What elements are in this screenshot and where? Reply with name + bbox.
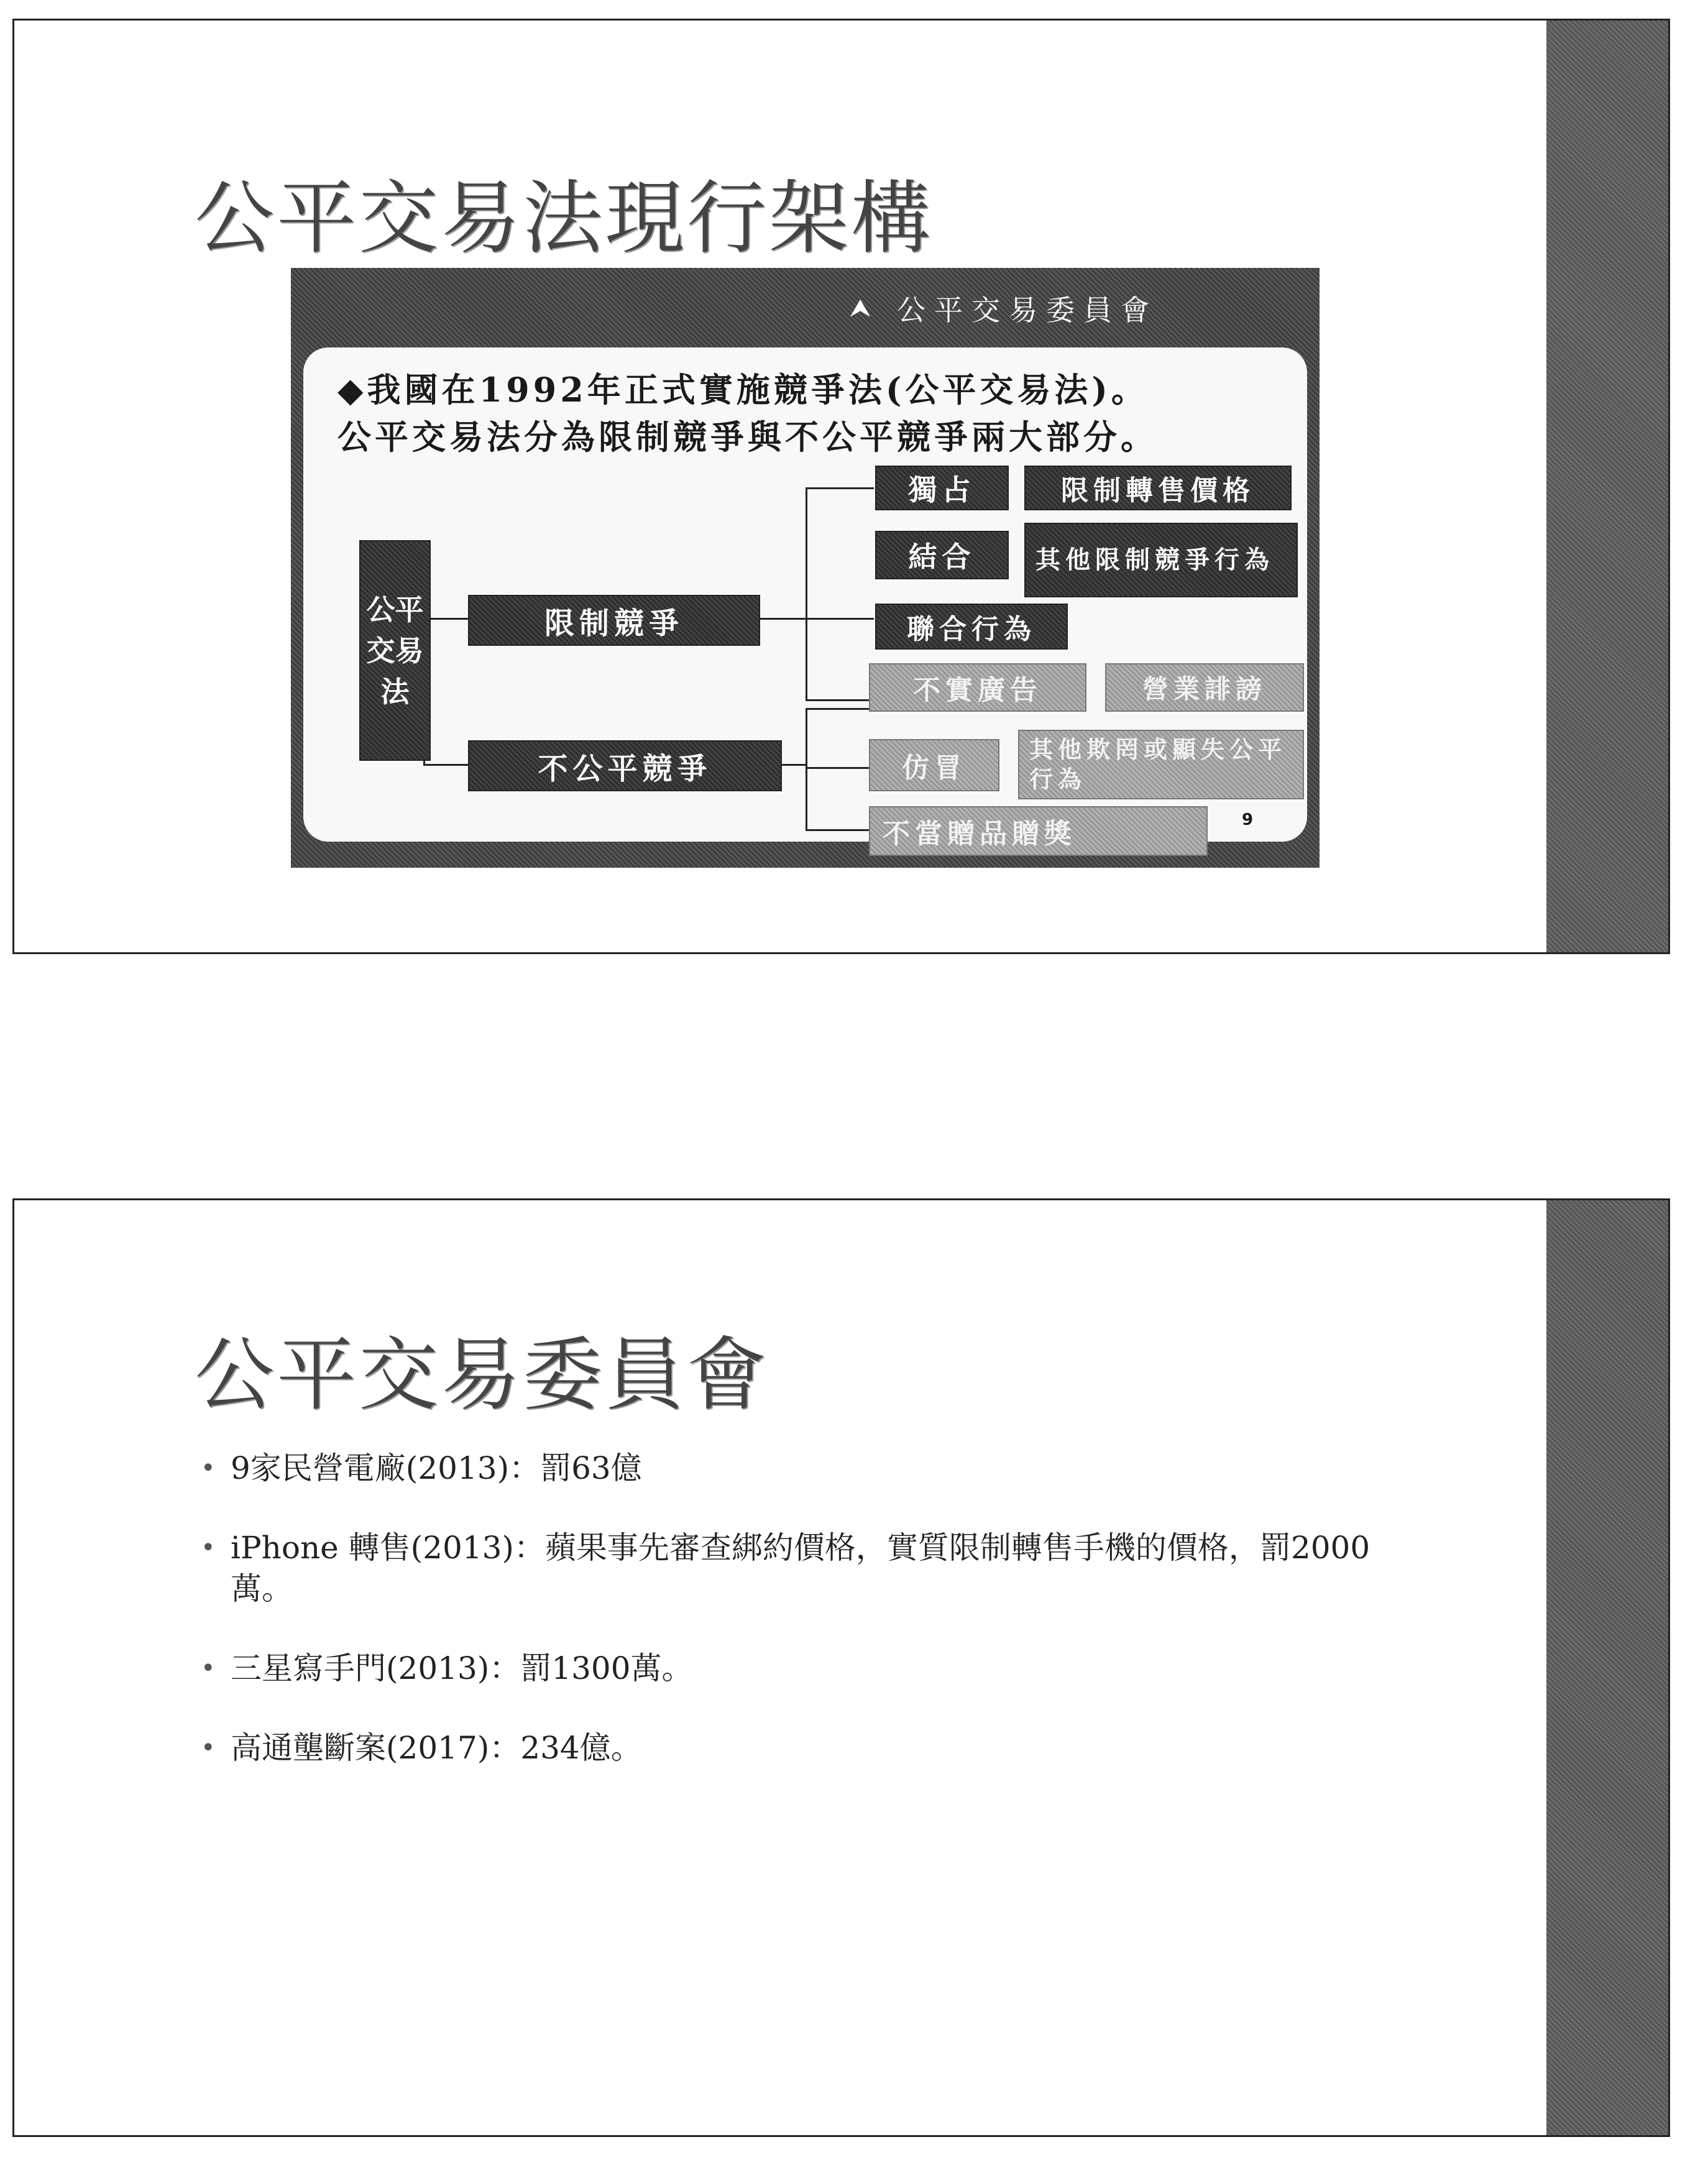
item-resale-price: 限制轉售價格	[1024, 466, 1292, 510]
bullet-icon: •	[201, 1454, 216, 1482]
diagram-panel	[303, 347, 1307, 850]
intro-text: ◆我國在1992年正式實施競爭法(公平交易法)。公平交易法分為限制競爭與不公平競爭兩大部分。	[337, 370, 1158, 457]
branch-restrict-competition: 限制競爭	[468, 595, 760, 646]
slide-2-title: 公平交易委員會	[195, 1329, 769, 1422]
item-other-unfair: 其他欺罔或顯失公平行為	[1018, 730, 1304, 799]
ftc-header-text: 公平交易委員會	[897, 293, 1158, 327]
slide-page-number: 9	[1242, 811, 1254, 829]
slide-1-side-bar	[1546, 21, 1668, 952]
slide-1-title: 公平交易法現行架構	[195, 172, 934, 265]
bullet-icon: •	[201, 1734, 216, 1762]
ftc-header	[850, 283, 1158, 333]
list-item: • 三星寫手門(2013)：罰1300萬。	[201, 1648, 1382, 1689]
slide-2	[12, 1198, 1670, 2137]
branch-unfair-competition: 不公平競爭	[468, 740, 782, 791]
item-concerted-action: 聯合行為	[875, 604, 1068, 650]
list-item: • iPhone 轉售(2013)：蘋果事先審查綁約價格，實質限制轉售手機的價格，罰2000萬。	[201, 1527, 1382, 1609]
item-false-advertising: 不實廣告	[869, 663, 1086, 712]
case-list	[201, 1448, 1382, 1807]
ftc-logo-icon: ⮝	[850, 294, 879, 323]
item-monopoly: 獨占	[875, 466, 1009, 510]
item-defamation: 營業誹謗	[1105, 663, 1304, 712]
item-counterfeit: 仿冒	[869, 739, 999, 791]
item-other-restrict: 其他限制競爭行為	[1024, 523, 1298, 597]
item-improper-gift: 不當贈品贈獎	[869, 806, 1208, 856]
competition-law-diagram	[291, 268, 1320, 868]
root-fair-trade-law: 公平交易法	[359, 540, 431, 761]
slide-2-side-bar	[1546, 1200, 1668, 2135]
list-item: • 高通壟斷案(2017)：234億。	[201, 1727, 1382, 1768]
list-item: • 9家民營電廠(2013)：罰63億	[201, 1448, 1382, 1489]
bullet-icon: •	[201, 1533, 216, 1562]
bullet-icon: •	[201, 1654, 216, 1683]
slide-1	[12, 19, 1670, 954]
item-merger: 結合	[875, 531, 1009, 579]
